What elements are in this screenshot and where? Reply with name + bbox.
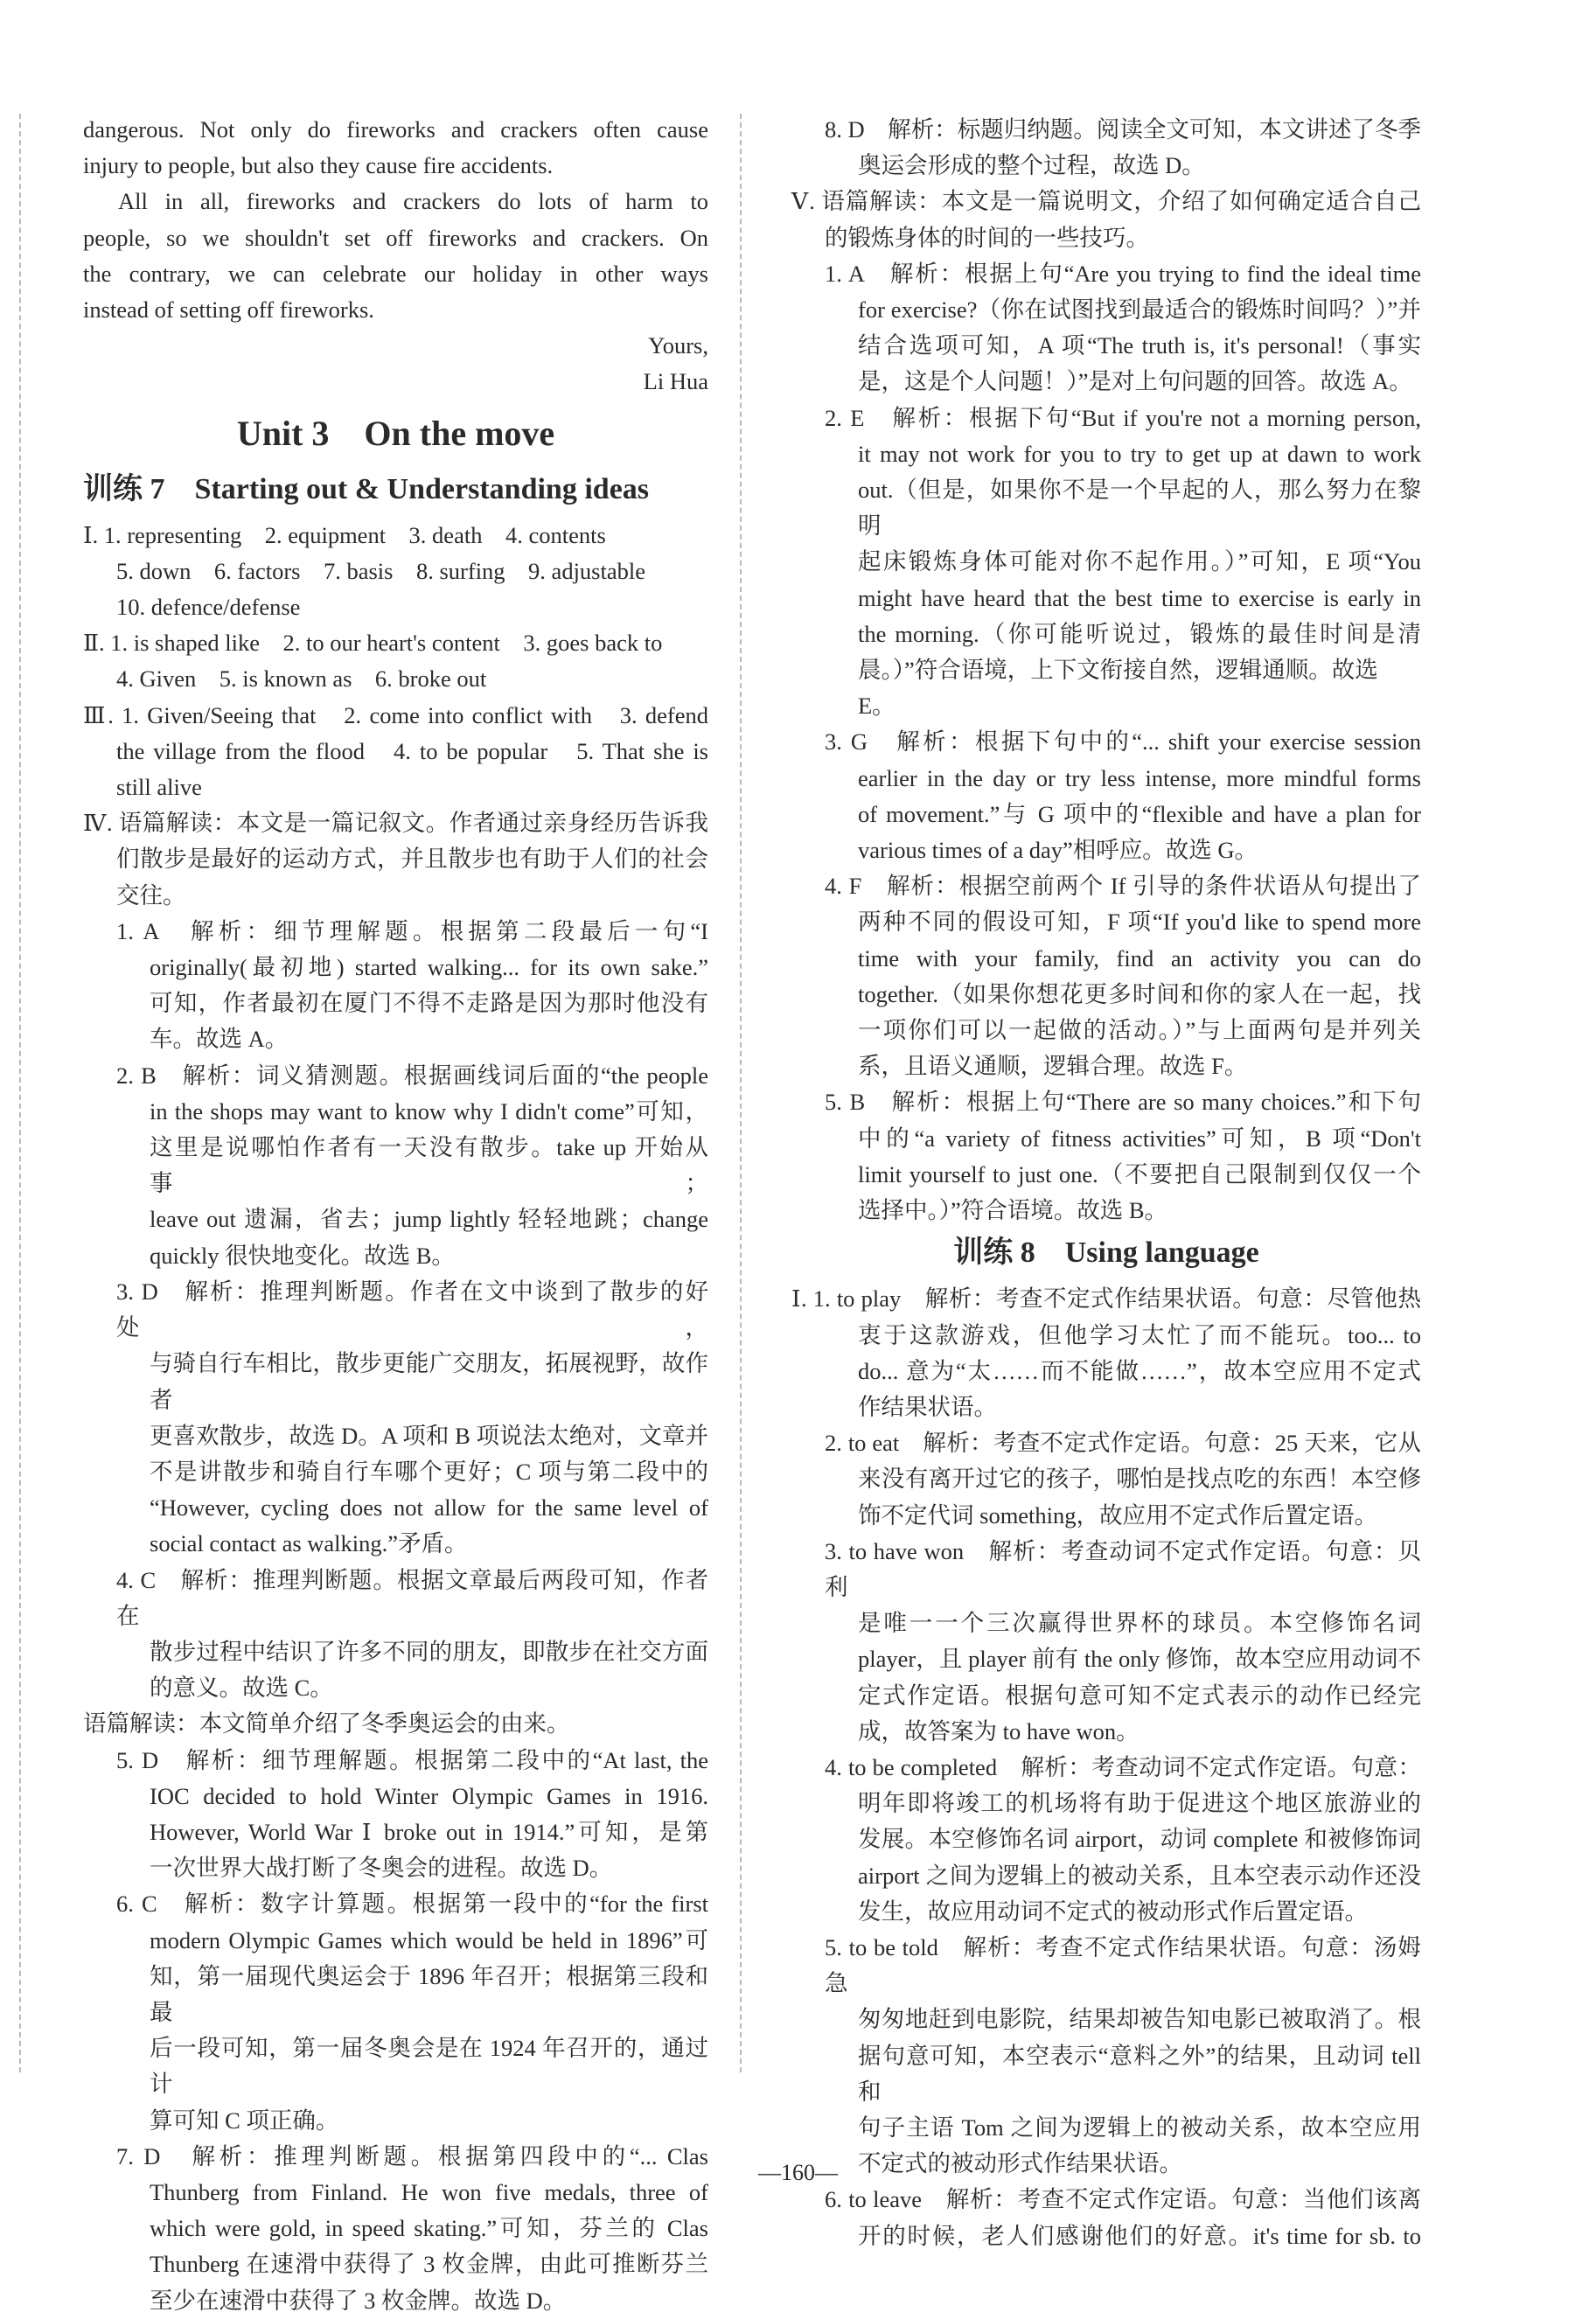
text-line: “However, cycling does not allow for the same level of xyxy=(150,1494,708,1522)
text-line: people, so we shouldn't set off fireworks and crackers. On xyxy=(83,224,708,251)
section-2-answers xyxy=(83,625,708,697)
text-line: 明年即将竣工的机场将有助于促进这个地区旅游业的 xyxy=(858,1790,1421,1817)
text-line: instead of setting off fireworks. xyxy=(83,296,374,324)
essay-paragraph-1 xyxy=(83,112,708,184)
section-1-answers xyxy=(83,518,708,626)
text-line: 衷于这款游戏，但他学习太忙了而不能玩。too... to xyxy=(858,1321,1421,1348)
text-line: do... 意为“太……而不能做……”，故本空应用不定式 xyxy=(858,1357,1421,1384)
text-line: 可知，作者最初在厦门不得不走路是因为那时他没有 xyxy=(150,990,708,1017)
text-line: still alive xyxy=(116,774,202,801)
text-line: 不是讲散步和骑自行车哪个更好；C 项与第二段中的 xyxy=(150,1458,708,1485)
text-line: 开的时候，老人们感谢他们的好意。it's time for sb. to xyxy=(858,2222,1421,2249)
text-line: 的意义。故选 C。 xyxy=(150,1675,333,1702)
text-line: earlier in the day or try less intense, more mindful forms xyxy=(858,764,1421,791)
essay-paragraph-2 xyxy=(83,184,708,328)
text-line: 这里是说哪怕作者有一天没有散步。take up 开始从事； xyxy=(150,1134,708,1197)
text-line: 来没有离开过它的孩子，哪怕是找点吃的东西！本空修 xyxy=(858,1466,1421,1493)
grammar-item-2 xyxy=(791,1425,1421,1534)
grammar-item-3 xyxy=(791,1534,1421,1750)
text-line: 1. A 解析：根据上句“Are you trying to find the ideal time xyxy=(825,260,1421,287)
text-line: IOC decided to hold Winter Olympic Games in 1916. xyxy=(150,1782,708,1809)
text-line: 3. to have won 解析：考查动词不定式作定语。句意：贝利 xyxy=(825,1537,1421,1600)
text-line: 更喜欢散步，故选 D。A 项和 B 项说法太绝对，文章并 xyxy=(150,1422,708,1449)
text-line: 两种不同的假设可知，F 项“If you'd like to spend more xyxy=(858,909,1421,936)
text-line: various times of a day”相呼应。故选 G。 xyxy=(858,837,1258,864)
text-line: 5. B 解析：根据上句“There are so many choices.”和下句 xyxy=(825,1089,1421,1116)
text-line: 的锻炼身体的时间的一些技巧。 xyxy=(825,224,1149,251)
text-line: 散步过程中结识了许多不同的朋友，即散步在社交方面 xyxy=(150,1638,708,1665)
text-line: 奥运会形成的整个过程，故选 D。 xyxy=(858,152,1205,179)
answer-item-r2 xyxy=(791,400,1421,725)
left-column xyxy=(83,112,708,2319)
text-line: 是，这是个人问题！）”是对上句问题的回答。故选 A。 xyxy=(858,368,1412,395)
text-line: However, World War Ⅰ broke out in 1914.”可知，是第 xyxy=(150,1818,708,1845)
text-line: 是唯一一个三次赢得世界杯的球员。本空修饰名词 xyxy=(858,1610,1421,1637)
text-line: 4. Given 5. is known as 6. broke out xyxy=(116,665,487,693)
text-line: 4. F 解析：根据空前两个 If 引导的条件状语从句提出了 xyxy=(825,873,1421,900)
text-line: injury to people, but also they cause fire accidents. xyxy=(83,152,554,179)
text-line: it may not work for you to try to get up at dawn to work xyxy=(858,440,1421,467)
text-line: time with your family, find an activity you can do xyxy=(858,944,1421,971)
letter-closing: Yours, xyxy=(648,332,708,359)
text-line: 知，第一届现代奥运会于 1896 年召开；根据第三段和最 xyxy=(150,1962,708,2025)
text-line: originally(最初地) started walking... for its own sake.” xyxy=(150,954,708,981)
text-line: 一次世界大战打断了冬奥会的进程。故选 D。 xyxy=(150,1855,613,1882)
text-line: 交往。 xyxy=(116,881,186,909)
text-line: 系，且语义通顺，逻辑合理。故选 F。 xyxy=(858,1053,1248,1080)
answer-item-r1 xyxy=(791,256,1421,400)
column-divider xyxy=(740,114,742,2072)
text-line: 选择中。）”符合语境。故选 B。 xyxy=(858,1197,1168,1224)
text-line: 中的“a variety of fitness activities”可知，B 项“Don't xyxy=(858,1125,1421,1152)
answer-item-r5 xyxy=(791,1084,1421,1229)
text-line: 7. D 解析：推理判断题。根据第四段中的“... Clas xyxy=(116,2142,708,2169)
answer-item-r3 xyxy=(791,724,1421,868)
text-line: 匆匆地赶到电影院，结果却被告知电影已被取消了。根 xyxy=(858,2006,1421,2033)
text-line: 成，故答案为 to have won。 xyxy=(858,1717,1140,1744)
text-line: 与骑自行车相比，散步更能广交朋友，拓展视野，故作者 xyxy=(150,1350,708,1413)
text-line: All in all, fireworks and crackers do lots of harm to xyxy=(118,188,708,215)
text-line: limit yourself to just one.（不要把自己限制到仅仅一个 xyxy=(858,1160,1421,1187)
answer-item-2 xyxy=(83,1058,708,1274)
text-line: Ⅱ. 1. is shaped like 2. to our heart's content 3. goes back to xyxy=(83,630,663,657)
text-line: 2. B 解析：词义猜测题。根据画线词后面的“the people xyxy=(116,1062,708,1089)
text-line: 算可知 C 项正确。 xyxy=(150,2107,339,2134)
text-line: Thunberg from Finland. He won five medals, three of xyxy=(150,2178,708,2205)
text-line: quickly 很快地变化。故选 B。 xyxy=(150,1242,455,1269)
text-line: might have heard that the best time to exercise is early in xyxy=(858,584,1421,611)
text-line: 5. down 6. factors 7. basis 8. surfing 9. adjustable xyxy=(116,557,645,584)
answer-item-6 xyxy=(83,1886,708,2138)
answer-item-8 xyxy=(791,112,1421,184)
text-line: dangerous. Not only do fireworks and crackers often cause xyxy=(83,116,708,143)
text-line: in the shops may want to know why I didn't come”可知， xyxy=(150,1097,708,1125)
letter-signature: Li Hua xyxy=(643,368,708,395)
text-line: for exercise?（你在试图找到最适合的锻炼时间吗？）”并 xyxy=(858,296,1421,324)
text-line: 定式作定语。根据句意可知不定式表示的动作已经完 xyxy=(858,1682,1421,1709)
text-line: 1. A 解析：细节理解题。根据第二段最后一句“I xyxy=(116,917,708,944)
text-line: Ⅳ. 语篇解读：本文是一篇记叙文。作者通过亲身经历告诉我 xyxy=(83,810,708,837)
left-margin-rule xyxy=(19,114,21,2072)
text-line: the morning.（你可能听说过，锻炼的最佳时间是清 xyxy=(858,620,1421,647)
text-line: Ⅰ. 1. representing 2. equipment 3. death 4. contents xyxy=(83,521,606,548)
text-line: the village from the flood 4. to be popular 5. That she is xyxy=(116,737,708,764)
text-line: airport 之间为逻辑上的被动关系，且本空表示动作还没 xyxy=(858,1862,1421,1889)
text-line: 据句意可知，本空表示“意料之外”的结果，且动词 tell 和 xyxy=(858,2042,1421,2105)
passage-2-intro: 语篇解读：本文简单介绍了冬季奥运会的由来。 xyxy=(83,1710,570,1738)
text-line: 发展。本空修饰名词 airport，动词 complete 和被修饰词 xyxy=(858,1826,1421,1853)
text-line: modern Olympic Games which would be held in 1896”可 xyxy=(150,1926,708,1953)
lesson-7-title: 训练 7 Starting out & Understanding ideas xyxy=(83,472,650,505)
text-line: player，且 player 前有 the only 修饰，故本空应用动词不 xyxy=(858,1646,1421,1673)
text-line: of movement.”与 G 项中的“flexible and have a plan for xyxy=(858,800,1421,827)
answer-item-4 xyxy=(83,1563,708,1707)
text-line: 饰不定代词 something，故应用不定式作后置定语。 xyxy=(858,1501,1378,1529)
text-line: Thunberg 在速滑中获得了 3 枚金牌，由此可推断芬兰 xyxy=(150,2251,708,2278)
text-line: 6. to leave 解析：考查不定式作定语。句意：当他们该离 xyxy=(825,2186,1421,2213)
section-3-answers xyxy=(83,698,708,806)
text-line: 不定式的被动形式作结果状语。 xyxy=(858,2150,1182,2177)
text-line: 晨。）”符合语境，上下文衔接自然，逻辑通顺。故选 E。 xyxy=(858,657,1378,720)
answer-item-3 xyxy=(83,1274,708,1563)
text-line: Ⅲ. 1. Given/Seeing that 2. come into conflict with 3. defend xyxy=(83,701,708,728)
text-line: 发生，故应用动词不定式的被动形式作后置定语。 xyxy=(858,1898,1368,1925)
text-line: 后一段可知，第一届冬奥会是在 1924 年召开的，通过计 xyxy=(150,2035,708,2098)
grammar-item-1 xyxy=(791,1281,1421,1425)
text-line: 一项你们可以一起做的活动。）”与上面两句是并列关 xyxy=(858,1017,1421,1044)
text-line: which were gold, in speed skating.”可知，芬兰的 Clas xyxy=(150,2215,708,2242)
grammar-item-4 xyxy=(791,1750,1421,1930)
section-5-intro xyxy=(791,184,1421,255)
text-line: 车。故选 A。 xyxy=(150,1026,289,1053)
text-line: 句子主语 Tom 之间为逻辑上的被动关系，故本空应用 xyxy=(858,2114,1421,2141)
section-4-intro xyxy=(83,805,708,914)
text-line: 们散步是最好的运动方式，并且散步也有助于人们的社会 xyxy=(116,846,708,873)
text-line: the contrary, we can celebrate our holiday in other ways xyxy=(83,260,708,287)
text-line: 6. C 解析：数字计算题。根据第一段中的“for the first xyxy=(116,1891,708,1918)
grammar-item-6 xyxy=(791,2182,1421,2253)
text-line: 3. D 解析：推理判断题。作者在文中谈到了散步的好处， xyxy=(116,1278,708,1341)
answer-item-1 xyxy=(83,914,708,1058)
text-line: 10. defence/defense xyxy=(116,594,301,621)
lesson-8-title: 训练 8 Using language xyxy=(953,1236,1259,1270)
text-line: 结合选项可知，A 项“The truth is, it's personal!（事实 xyxy=(858,332,1421,359)
right-column xyxy=(791,112,1421,2254)
text-line: Ⅴ. 语篇解读：本文是一篇说明文，介绍了如何确定适合自己 xyxy=(791,188,1421,215)
text-line: 3. G 解析：根据下句中的“... shift your exercise session xyxy=(825,728,1421,756)
text-line: 2. to eat 解析：考查不定式作定语。句意：25 天来，它从 xyxy=(825,1430,1421,1457)
text-line: 4. to be completed 解析：考查动词不定式作定语。句意： xyxy=(825,1753,1421,1780)
text-line: out.（但是，如果你不是一个早起的人，那么努力在黎明 xyxy=(858,477,1421,540)
text-line: 5. to be told 解析：考查不定式作结果状语。句意：汤姆急 xyxy=(825,1933,1421,1997)
answer-item-r4 xyxy=(791,868,1421,1084)
answer-item-5 xyxy=(83,1743,708,1887)
grammar-item-5 xyxy=(791,1930,1421,2182)
text-line: Ⅰ. 1. to play 解析：考查不定式作结果状语。句意：尽管他热 xyxy=(791,1285,1421,1313)
page-number: —160— xyxy=(758,2160,838,2185)
unit-title: Unit 3 On the move xyxy=(236,413,555,453)
text-line: 起床锻炼身体可能对你不起作用。）”可知，E 项“You xyxy=(858,548,1421,575)
text-line: 5. D 解析：细节理解题。根据第二段中的“At last, the xyxy=(116,1746,708,1773)
text-line: 8. D 解析：标题归纳题。阅读全文可知，本文讲述了冬季 xyxy=(825,116,1421,143)
text-line: leave out 遗漏，省去；jump lightly 轻轻地跳；change xyxy=(150,1206,708,1233)
text-line: 至少在速滑中获得了 3 枚金牌。故选 D。 xyxy=(150,2287,567,2314)
text-line: social contact as walking.”矛盾。 xyxy=(150,1530,468,1557)
text-line: 作结果状语。 xyxy=(858,1393,997,1420)
text-line: together.（如果你想花更多时间和你的家人在一起，找 xyxy=(858,980,1421,1007)
text-line: 4. C 解析：推理判断题。根据文章最后两段可知，作者在 xyxy=(116,1566,708,1629)
text-line: 2. E 解析：根据下句“But if you're not a morning person, xyxy=(825,404,1421,431)
